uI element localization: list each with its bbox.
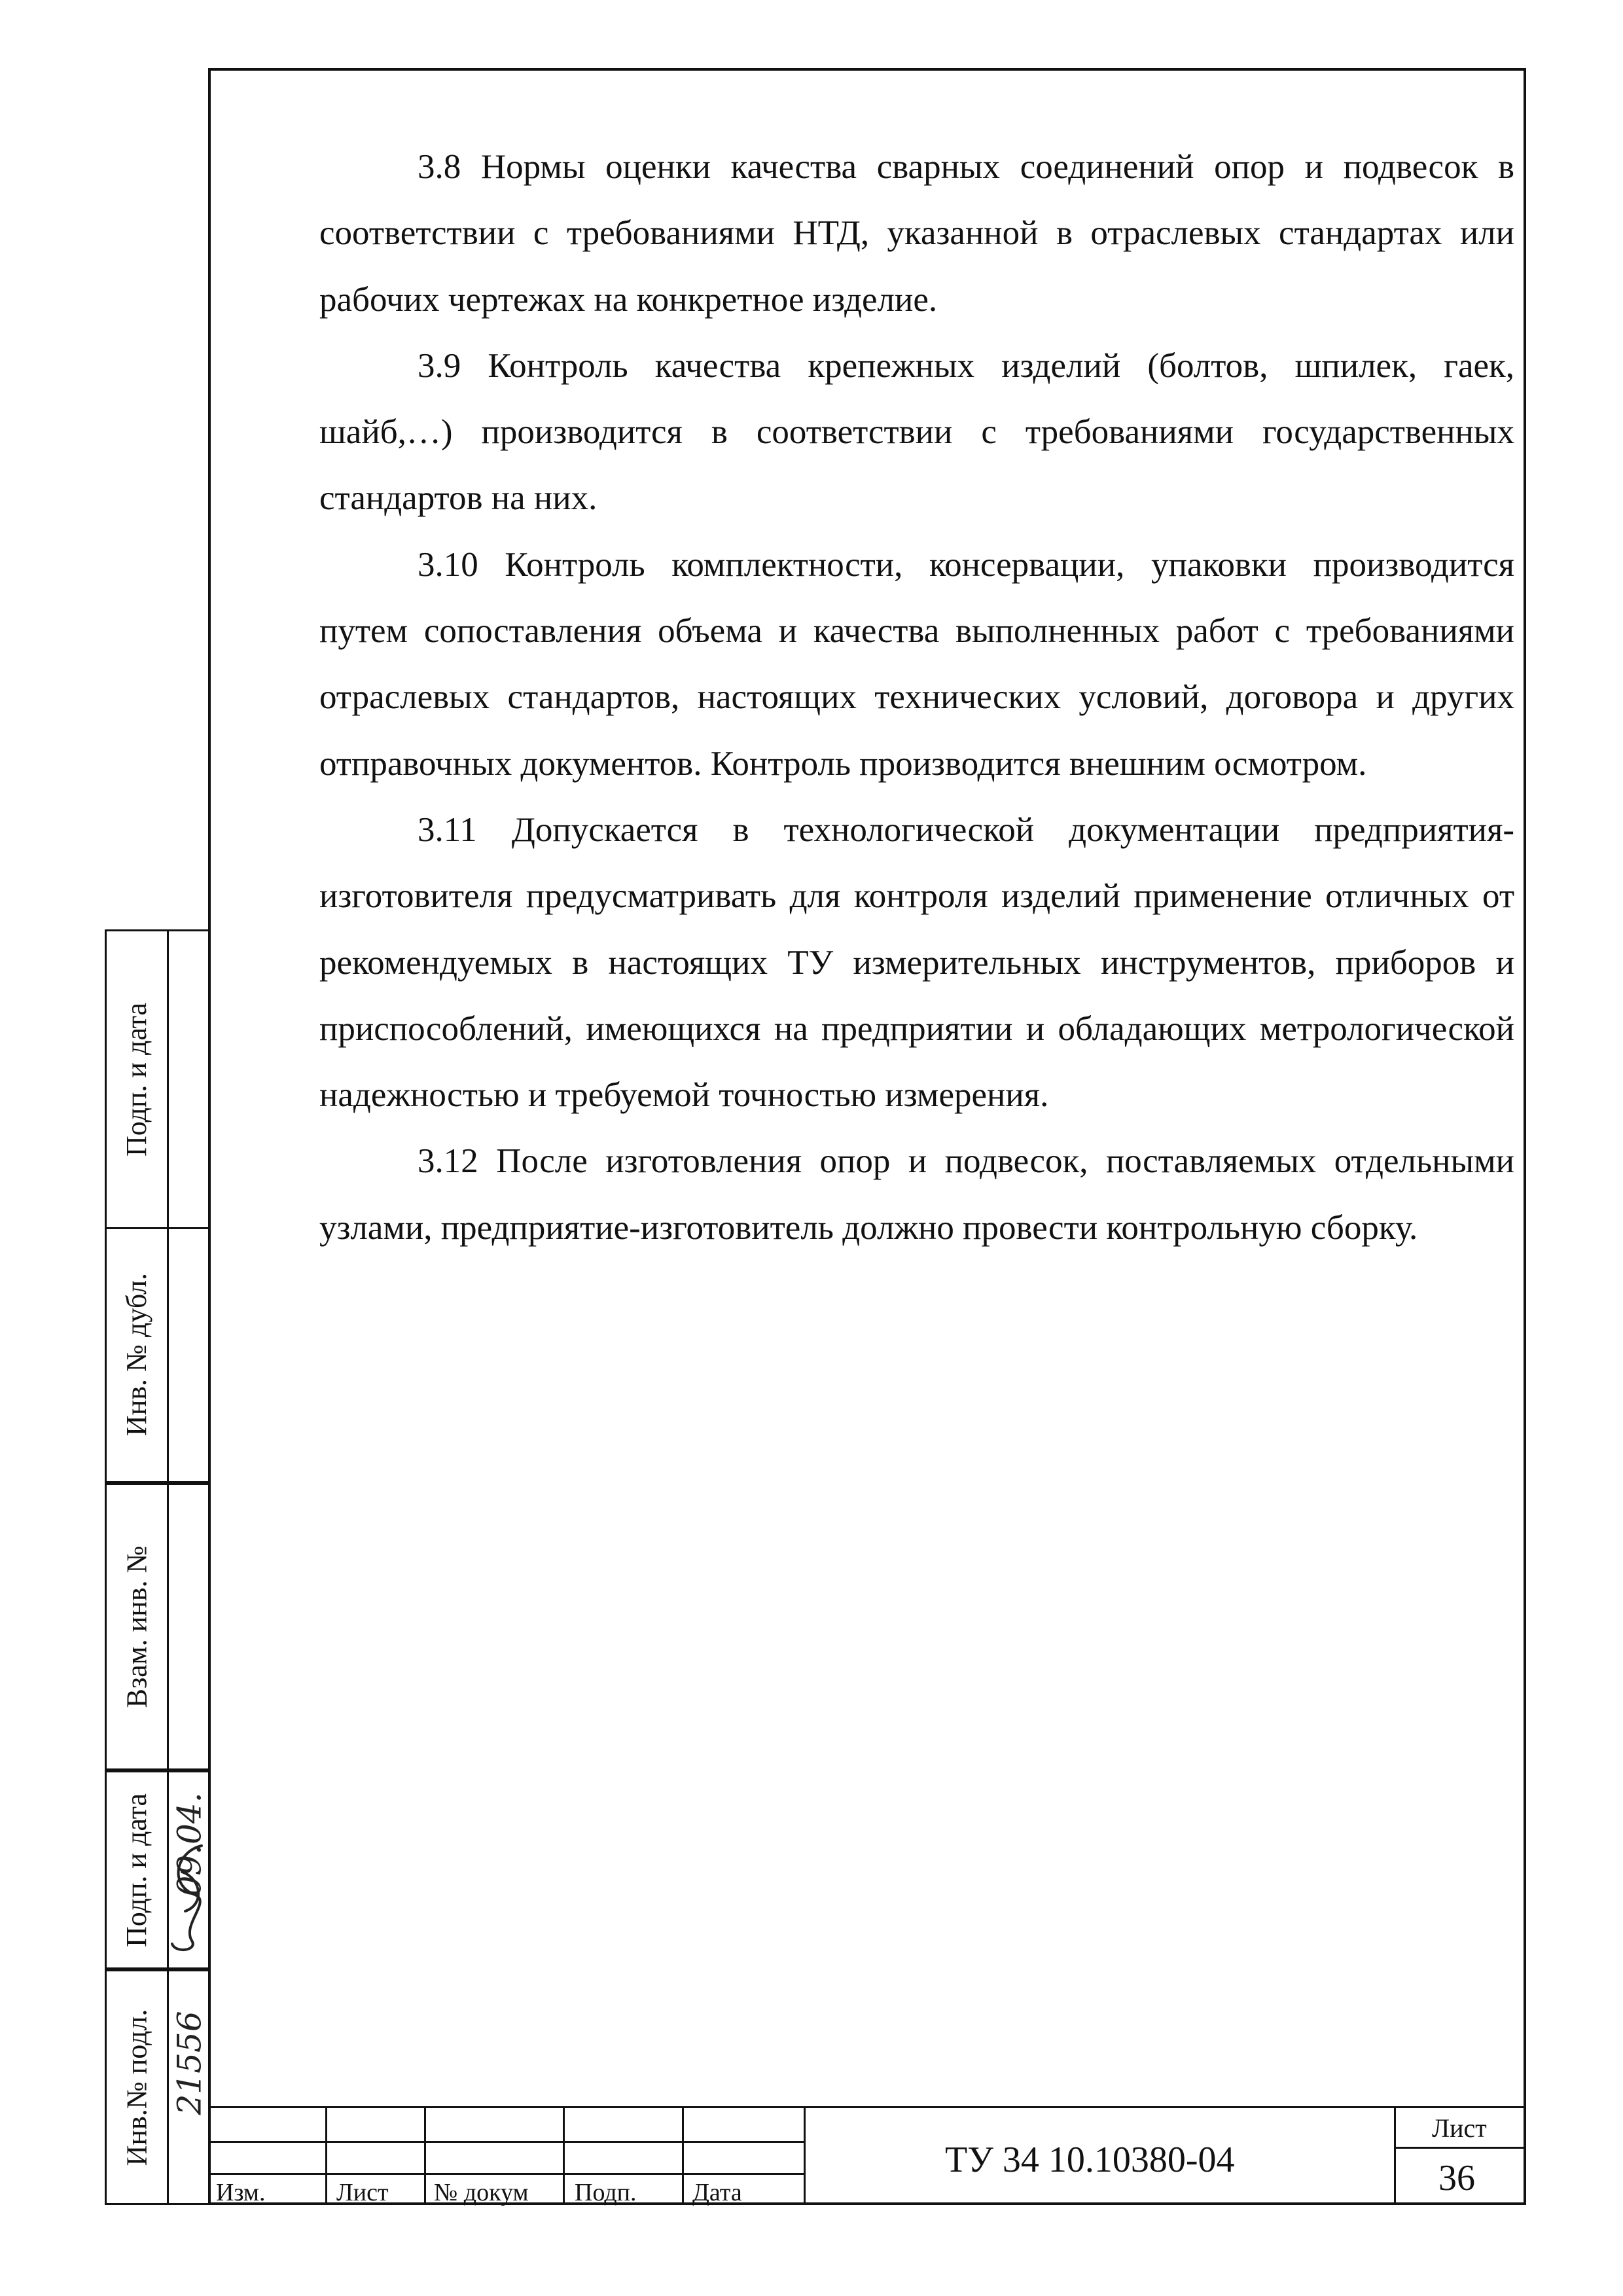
handwritten-inventory-number: 21556 bbox=[171, 2011, 209, 2115]
paragraph-3-8: 3.8 Нормы оценки качества сварных соединений опор и подвесок в соответствии с требованиями НТД, указанной в отраслевых стандартах или рабочих чертежах на конкретное изделие. bbox=[319, 148, 1514, 319]
binding-label: Взам. инв. № bbox=[120, 1545, 153, 1708]
binding-label: Подп. и дата bbox=[120, 1793, 153, 1947]
paragraph-3-9: 3.9 Контроль качества крепежных изделий (болтов, шпилек, гаек, шайб,…) производится в соответствии с требованиями государственных стандартов на них. bbox=[319, 346, 1514, 518]
signature-mark bbox=[156, 1833, 221, 1964]
paragraph-3-10: 3.10 Контроль комплектности, консервации, упаковки производится путем сопоставления объема и качества выполненных работ с требованиями отраслевых стандартов, настоящих технических условий, договора и других отправочных документов. Контроль производится внешним осмотром. bbox=[319, 545, 1514, 783]
binding-label: Подп. и дата bbox=[120, 1002, 153, 1157]
title-block bbox=[208, 2106, 1526, 2205]
binding-label: Инв. № дубл. bbox=[120, 1272, 153, 1436]
col-doc-number: № докум bbox=[434, 2179, 529, 2206]
binding-label: Инв.№ подл. bbox=[120, 2009, 153, 2166]
col-list: Лист bbox=[336, 2179, 389, 2206]
binding-box-inv-podl bbox=[105, 1969, 211, 2205]
col-izm: Изм. bbox=[216, 2179, 266, 2206]
binding-box-inv-dubl bbox=[105, 1227, 211, 1483]
sheet-number: 36 bbox=[1438, 2158, 1475, 2198]
col-date: Дата bbox=[692, 2179, 742, 2206]
paragraph-3-12: 3.12 После изготовления опор и подвесок, поставляемых отдельными узлами, предприятие-изготовитель должно провести контрольную сборку. bbox=[319, 1142, 1514, 1247]
col-podp: Подп. bbox=[575, 2179, 637, 2206]
sheet-label: Лист bbox=[1432, 2113, 1487, 2143]
handwritten-date: 09.04. bbox=[171, 1792, 209, 1897]
binding-box-podp-data-1 bbox=[105, 929, 211, 1229]
document-body bbox=[319, 134, 1514, 1261]
binding-box-vzam-inv bbox=[105, 1483, 211, 1770]
document-designation: ТУ 34 10.10380-04 bbox=[945, 2140, 1235, 2180]
paragraph-3-11: 3.11 Допускается в технологической документации предприятия-изготовителя предусматривать для контроля изделий применение отличных от рекомендуемых в настоящих ТУ измерительных инструментов, приборов и приспособлений, имеющихся на предприятии и обладающих метрологической надежностью и требуемой точностью измерения. bbox=[319, 810, 1514, 1115]
